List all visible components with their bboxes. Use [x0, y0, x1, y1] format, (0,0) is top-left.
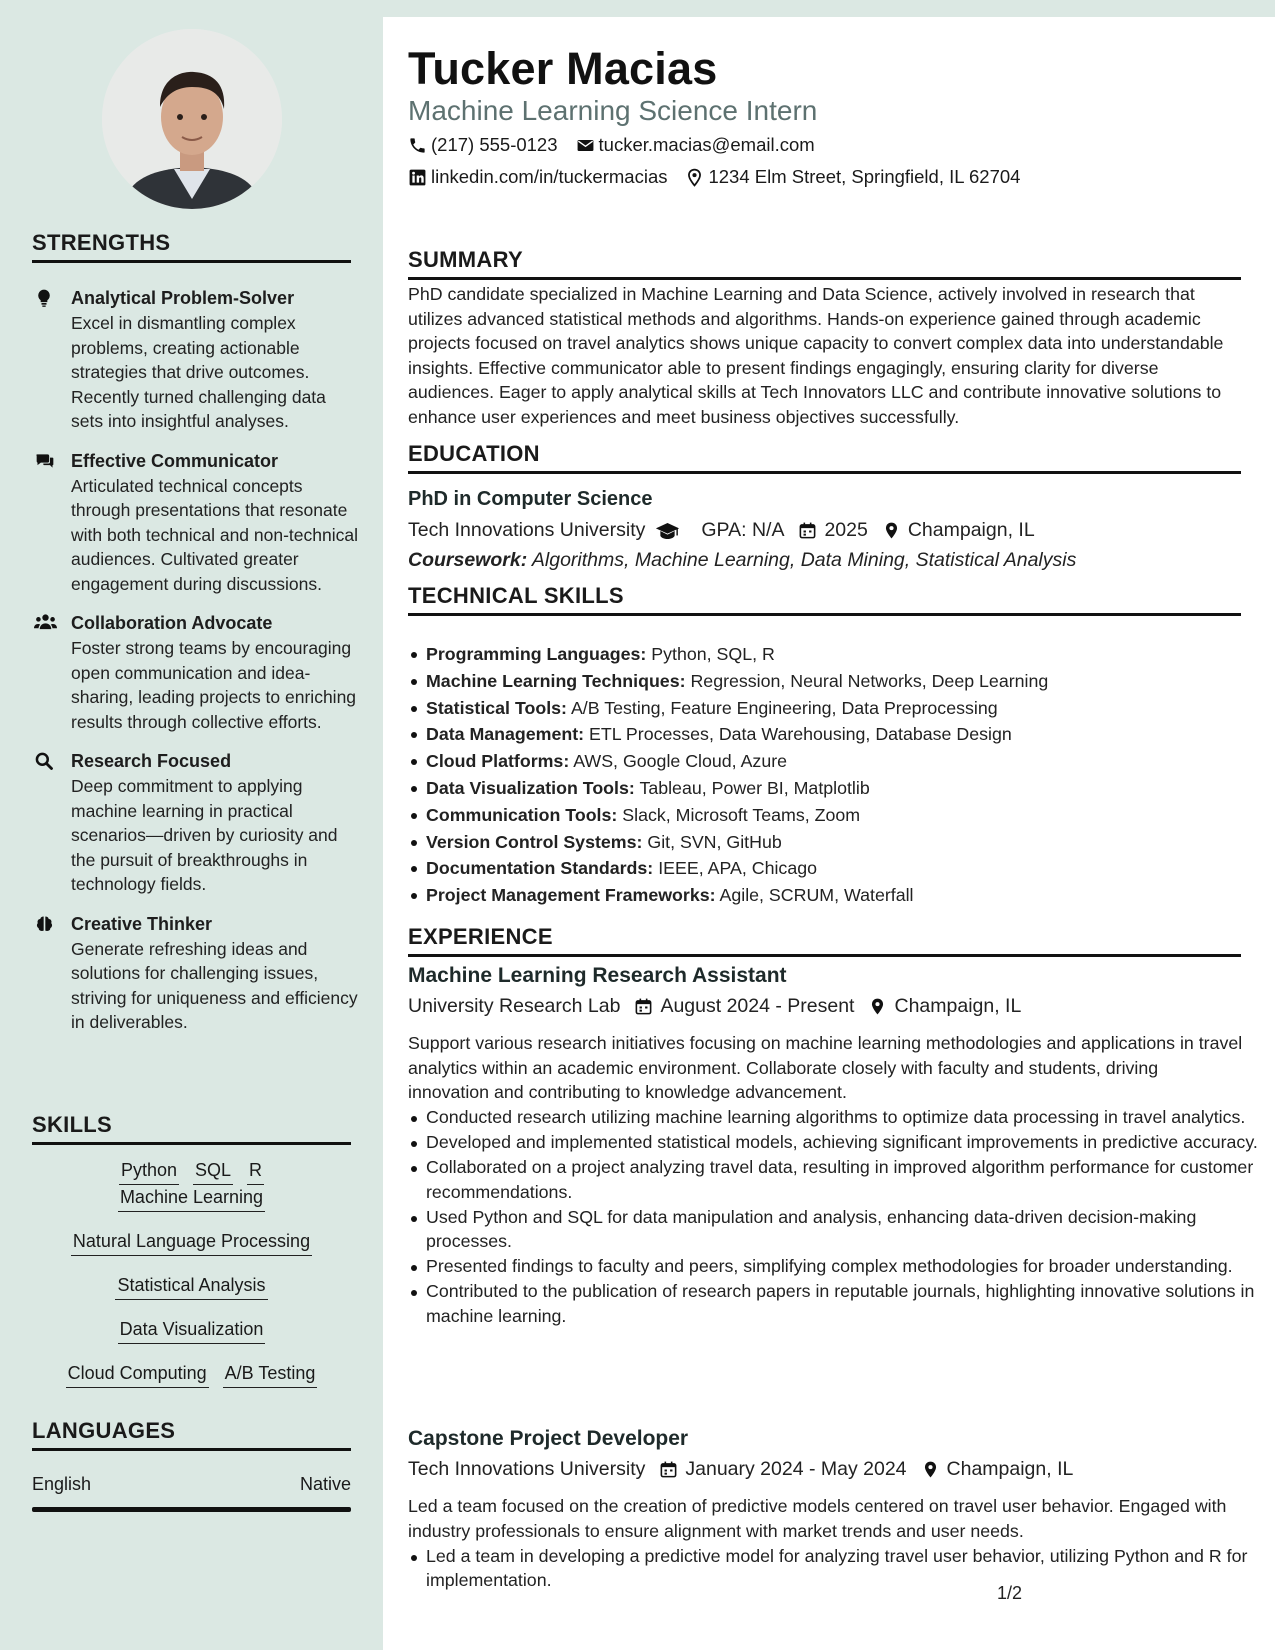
skill-tag: Data Visualization [118, 1317, 266, 1344]
education-location: Champaign, IL [907, 519, 1035, 541]
skill-category: Communication Tools: [426, 804, 618, 825]
job-org: University Research Lab [408, 995, 621, 1017]
skill-values: IEEE, APA, Chicago [658, 858, 817, 879]
candidate-role: Machine Learning Science Intern [408, 95, 818, 126]
profile-photo [102, 29, 282, 209]
skill-values: Tableau, Power BI, Matplotlib [639, 777, 870, 798]
job-org: Tech Innovations University [408, 1458, 646, 1480]
strengths-heading: STRENGTHS [32, 230, 351, 263]
search-icon [34, 751, 54, 771]
comments-icon [34, 451, 54, 471]
language-name: English [32, 1474, 92, 1494]
strength-description: Foster strong teams by encouraging open communication and idea-sharing, leading projects to enriching results through collective efforts. [71, 638, 357, 732]
coursework-list: Algorithms, Machine Learning, Data Mining, Statistical Analysis [531, 549, 1077, 571]
education-heading: EDUCATION [408, 441, 1241, 474]
strength-description: Generate refreshing ideas and solutions for challenging issues, striving for uniqueness and efficiency in deliverables. [71, 938, 358, 1032]
skill-category: Statistical Tools: [426, 697, 567, 718]
bullet-item: Collaborated on a project analyzing travel data, resulting in improved algorithm performance for customer recommendations. [426, 1155, 1262, 1203]
strengths-list [32, 286, 362, 1050]
contact-row-1 [408, 134, 833, 156]
bullet-item: Led a team in developing a predictive model for analyzing travel user behavior, utilizing Python and R for implementation. [426, 1544, 1262, 1592]
technical-skill-item [426, 829, 1262, 856]
education-school [408, 519, 687, 542]
envelope-icon [576, 136, 595, 155]
bullet-item: Conducted research utilizing machine learning algorithms to optimize data processing in travel analytics. [426, 1105, 1262, 1129]
strength-description: Articulated technical concepts through presentations that resonate with both technical and non-technical audiences. Cultivated greater engagement during discussions. [71, 475, 358, 594]
job-meta [408, 995, 1035, 1018]
map-pin-icon [882, 521, 901, 540]
phone-contact [408, 134, 558, 156]
map-pin-icon [685, 168, 704, 187]
skills-tags [32, 1158, 351, 1405]
technical-skill-item [426, 802, 1262, 829]
skill-tag: R [247, 1158, 264, 1185]
strength-title: Analytical Problem-Solver [71, 288, 295, 308]
education-location-item [882, 519, 1035, 542]
bullet-item: Presented findings to faculty and peers, simplifying complex methodologies for broader understanding. [426, 1254, 1262, 1278]
brain-icon [34, 914, 54, 934]
school-name: Tech Innovations University [408, 519, 646, 541]
technical-skill-item [426, 775, 1262, 802]
strength-item [32, 611, 362, 734]
candidate-name: Tucker Macias [408, 43, 718, 94]
technical-skill-item [426, 882, 1262, 909]
job-location: Champaign, IL [894, 995, 1022, 1017]
technical-skill-item [426, 695, 1262, 722]
education-degree: PhD in Computer Science [408, 488, 653, 510]
map-pin-icon [921, 1460, 940, 1479]
page-number: 1/2 [997, 1583, 1023, 1603]
skill-category: Programming Languages: [426, 644, 647, 664]
users-icon [34, 613, 54, 633]
phone-icon [408, 136, 427, 155]
strength-description: Excel in dismantling complex problems, creating actionable strategies that drive outcomes. Recently turned challenging data sets into insightful analyses. [71, 313, 326, 431]
strength-item [32, 286, 362, 434]
address-contact [685, 166, 1020, 188]
skill-tag: Machine Learning [118, 1185, 265, 1212]
skill-category: Cloud Platforms: [426, 751, 570, 772]
education-meta [408, 519, 1049, 542]
skill-category: Data Management: [426, 724, 585, 745]
skill-tag: A/B Testing [223, 1361, 318, 1388]
skill-category: Data Visualization Tools: [426, 777, 635, 798]
skill-values: ETL Processes, Data Warehousing, Database Design [589, 724, 1012, 745]
strength-item [32, 912, 362, 1035]
language-level: Native [299, 1474, 351, 1494]
skill-tag: SQL [193, 1158, 233, 1185]
calendar-icon [798, 521, 817, 540]
strength-item [32, 449, 362, 597]
skill-tag: Cloud Computing [66, 1361, 209, 1388]
technical-skills-heading: TECHNICAL SKILLS [408, 583, 1241, 616]
strength-item [32, 749, 362, 897]
job-dates: January 2024 - May 2024 [685, 1458, 907, 1480]
email-contact[interactable] [576, 134, 815, 156]
sidebar [0, 0, 383, 1650]
technical-skill-item [426, 721, 1262, 748]
technical-skill-item [426, 855, 1262, 882]
job-description: Led a team focused on the creation of predictive models centered on travel user behavior. Engaged with industry professionals to ensure alignment with market trends and user needs. [408, 1496, 1227, 1541]
skill-category: Project Management Frameworks: [426, 885, 716, 906]
technical-skill-item [426, 748, 1262, 775]
job-meta [408, 1458, 1087, 1481]
skill-values: A/B Testing, Feature Engineering, Data Preprocessing [570, 697, 998, 718]
skill-tag: Statistical Analysis [115, 1273, 267, 1300]
main-content [383, 17, 1275, 1650]
email-address[interactable]: tucker.macias@email.com [598, 134, 815, 155]
education-year: 2025 [824, 519, 868, 541]
skill-tag: Python [119, 1158, 179, 1185]
skill-values: AWS, Google Cloud, Azure [573, 751, 788, 772]
graduation-cap-icon [655, 520, 680, 542]
job-title: Machine Learning Research Assistant [408, 964, 787, 987]
skill-category: Documentation Standards: [426, 858, 654, 879]
skill-values: Slack, Microsoft Teams, Zoom [622, 804, 861, 825]
education-year-item [798, 519, 867, 542]
job-title: Capstone Project Developer [408, 1427, 689, 1450]
job-dates-item [634, 995, 854, 1018]
summary-text: PhD candidate specialized in Machine Learning and Data Science, actively involved in research that utilizes advanced statistical methods and algorithms. Hands-on experience gained through academic projects focused on travel analytics shows unique capacity to convert complex data into understandable insights. Effective communicator able to present findings engagingly, ensuring clarity for diverse audiences. Eager to apply analytical skills at Tech Innovators LLC and contribute innovative solutions to enhance user experiences and meet business objectives successfully. [408, 284, 1224, 427]
skill-values: Python, SQL, R [651, 644, 775, 664]
calendar-icon [659, 1460, 678, 1479]
job-bullets [408, 1544, 1262, 1593]
technical-skills-list [408, 641, 1262, 909]
bullet-item: Used Python and SQL for data manipulation and analysis, enhancing data-driven decision-making processes. [426, 1205, 1262, 1253]
skill-values: Git, SVN, GitHub [647, 831, 782, 852]
job-location-item [921, 1458, 1074, 1481]
job-location: Champaign, IL [946, 1458, 1074, 1480]
strength-description: Deep commitment to applying machine learning in practical scenarios—driven by curiosity and the pursuit of breakthroughs in technology fields. [71, 776, 338, 894]
technical-skill-item [426, 668, 1262, 695]
linkedin-url[interactable]: linkedin.com/in/tuckermacias [431, 166, 668, 187]
job-bullets [408, 1105, 1262, 1329]
coursework [408, 549, 1076, 572]
language-row [32, 1474, 351, 1495]
strength-title: Research Focused [71, 751, 232, 771]
experience-heading: EXPERIENCE [408, 924, 1241, 957]
languages-heading: LANGUAGES [32, 1418, 351, 1451]
skill-category: Version Control Systems: [426, 831, 643, 852]
strength-title: Collaboration Advocate [71, 613, 273, 633]
summary-heading: SUMMARY [408, 247, 1241, 280]
linkedin-icon [408, 168, 427, 187]
bullet-item: Developed and implemented statistical models, achieving significant improvements in predictive accuracy. [426, 1130, 1262, 1154]
technical-skill-item [426, 641, 1262, 668]
strength-title: Effective Communicator [71, 450, 279, 471]
phone-number: (217) 555-0123 [431, 134, 558, 155]
street-address: 1234 Elm Street, Springfield, IL 62704 [708, 166, 1021, 187]
linkedin-contact[interactable] [408, 166, 667, 188]
job-location-item [868, 995, 1021, 1018]
calendar-icon [634, 997, 653, 1016]
bullet-item: Contributed to the publication of research papers in reputable journals, highlighting innovative solutions in machine learning. [426, 1279, 1262, 1327]
strength-title: Creative Thinker [71, 913, 213, 934]
lightbulb-icon [34, 288, 54, 308]
map-pin-icon [868, 997, 887, 1016]
skill-category: Machine Learning Techniques: [426, 670, 686, 691]
skill-tag: Natural Language Processing [71, 1229, 312, 1256]
job-dates: August 2024 - Present [660, 995, 855, 1017]
skill-values: Regression, Neural Networks, Deep Learning [690, 670, 1049, 691]
contact-row-2 [408, 166, 1038, 188]
coursework-label: Coursework: [408, 549, 528, 571]
education-gpa: GPA: N/A [701, 519, 785, 541]
skill-values: Agile, SCRUM, Waterfall [719, 885, 914, 906]
language-level-bar [32, 1507, 351, 1512]
job-dates-item [659, 1458, 906, 1481]
job-description: Support various research initiatives focusing on machine learning methodologies and applications in travel analytics within an academic environment. Collaborate closely with faculty and students, driving innovation and contributing to knowledge advancement. [408, 1033, 1243, 1102]
skills-heading: SKILLS [32, 1112, 351, 1145]
